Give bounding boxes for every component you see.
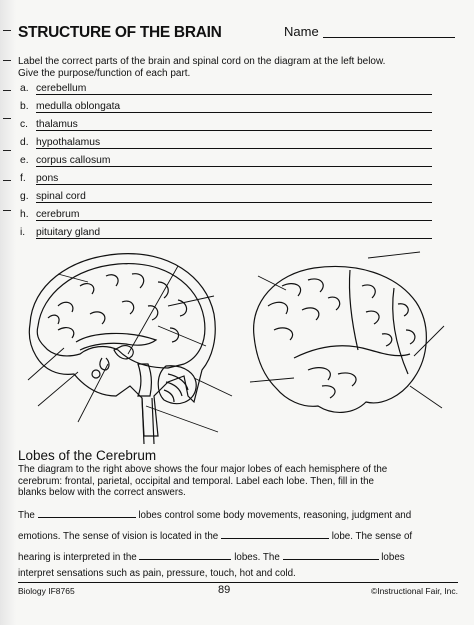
binding-mark: [3, 90, 11, 91]
lobes-instructions: [18, 464, 450, 499]
question-label: cerebrum: [36, 209, 83, 220]
binding-edge: [0, 0, 16, 625]
worksheet-header: [18, 22, 460, 44]
answer-line[interactable]: [36, 112, 432, 113]
cerebrum-outline: [37, 264, 205, 368]
question-label: hypothalamus: [36, 137, 103, 148]
question-corpus-callosum: [18, 155, 438, 171]
cortex-folds: [48, 274, 187, 342]
binding-mark: [3, 118, 11, 119]
answer-line[interactable]: [36, 166, 432, 167]
lateral-fissure: [294, 346, 410, 358]
question-label: pons: [36, 173, 61, 184]
lobe-leader-lines: [250, 252, 444, 408]
lateral-brain-outline: [254, 266, 427, 412]
answer-line[interactable]: [36, 94, 432, 95]
question-thalamus: [18, 119, 438, 135]
lobes-instruction-line: cerebrum: frontal, parietal, occipital and temporal. Label each lobe. Then, fill in the: [18, 475, 374, 487]
footer-book-code: Biology IF8765: [18, 586, 75, 596]
sentence-text: The: [18, 510, 35, 521]
sentence-text: emotions. The sense of vision is located in the: [18, 531, 219, 542]
question-spinal-cord: [18, 191, 438, 207]
blank-frontal[interactable]: [38, 508, 136, 518]
question-label: pituitary gland: [36, 227, 103, 238]
sentence-text: interpret sensations such as pain, pressure, touch, hot and cold.: [18, 568, 296, 579]
answer-line[interactable]: [36, 220, 432, 221]
answer-line[interactable]: [36, 238, 432, 239]
blank-temporal[interactable]: [139, 550, 231, 560]
instruction-line: Label the correct parts of the brain and spinal cord on the diagram at the left below.: [18, 56, 386, 67]
binding-mark: [3, 150, 11, 151]
binding-mark: [3, 210, 11, 211]
footer-copyright: ©Instructional Fair, Inc.: [370, 586, 458, 596]
lobes-instruction-line: The diagram to the right above shows the four major lobes of each hemisphere of the: [18, 464, 388, 475]
instruction-line: Give the purpose/function of each part.: [18, 68, 191, 79]
question-medulla: [18, 101, 438, 117]
answer-line[interactable]: [36, 184, 432, 185]
binding-mark: [3, 30, 11, 31]
sentence-text: lobes. The: [234, 552, 280, 563]
question-pituitary: [18, 227, 438, 243]
central-sulcus: [349, 270, 358, 350]
question-label: cerebellum: [36, 83, 89, 94]
question-number: a.: [20, 83, 29, 94]
brain-diagrams: [18, 246, 450, 446]
question-cerebellum: [18, 83, 438, 99]
question-number: e.: [20, 155, 29, 166]
fill-in-sentence-4: [18, 568, 458, 579]
question-number: f.: [20, 173, 26, 184]
question-number: c.: [20, 119, 29, 130]
question-number: h.: [20, 209, 29, 220]
occipital-boundary: [393, 288, 408, 374]
answer-line[interactable]: [36, 202, 432, 203]
sentence-text: lobes control some body movements, reasoning, judgment and: [138, 510, 412, 521]
name-label: Name: [284, 24, 319, 39]
question-pons: [18, 173, 438, 189]
question-number: d.: [20, 137, 29, 148]
binding-mark: [3, 60, 11, 61]
instructions: [18, 56, 438, 80]
question-label: medulla oblongata: [36, 101, 123, 112]
label-leader-lines: [28, 266, 232, 432]
blank-occipital[interactable]: [221, 529, 329, 539]
lobes-instruction-line: blanks below with the correct answers.: [18, 487, 186, 498]
question-label: spinal cord: [36, 191, 89, 202]
question-label: corpus callosum: [36, 155, 113, 166]
question-label: thalamus: [36, 119, 81, 130]
binding-mark: [3, 180, 11, 181]
pituitary-shape: [92, 370, 100, 378]
answer-line[interactable]: [36, 148, 432, 149]
name-field[interactable]: [323, 37, 455, 38]
sentence-text: hearing is interpreted in the: [18, 552, 137, 563]
footer-rule: [18, 582, 458, 583]
pons-shape: [138, 364, 151, 396]
sentence-text: lobe. The sense of: [331, 531, 413, 542]
page-number: 89: [218, 584, 231, 596]
fill-in-sentence-1: [18, 508, 458, 521]
question-hypothalamus: [18, 137, 438, 153]
thalamus-shape: [114, 346, 133, 359]
blank-parietal[interactable]: [283, 550, 379, 560]
question-number: i.: [20, 227, 26, 238]
lateral-brain-diagram: [250, 252, 444, 412]
skull-outline: [29, 254, 215, 436]
lobes-section-title: Lobes of the Cerebrum: [18, 448, 157, 463]
fill-in-sentence-3: [18, 550, 458, 563]
fill-in-sentence-2: [18, 529, 458, 542]
corpus-callosum-shape: [76, 333, 156, 350]
question-cerebrum: [18, 209, 438, 225]
page-title: STRUCTURE OF THE BRAIN: [18, 24, 222, 41]
sagittal-brain-diagram: [28, 254, 232, 444]
question-number: b.: [20, 101, 29, 112]
answer-line[interactable]: [36, 130, 432, 131]
question-number: g.: [20, 191, 29, 202]
sentence-text: lobes: [381, 552, 405, 563]
